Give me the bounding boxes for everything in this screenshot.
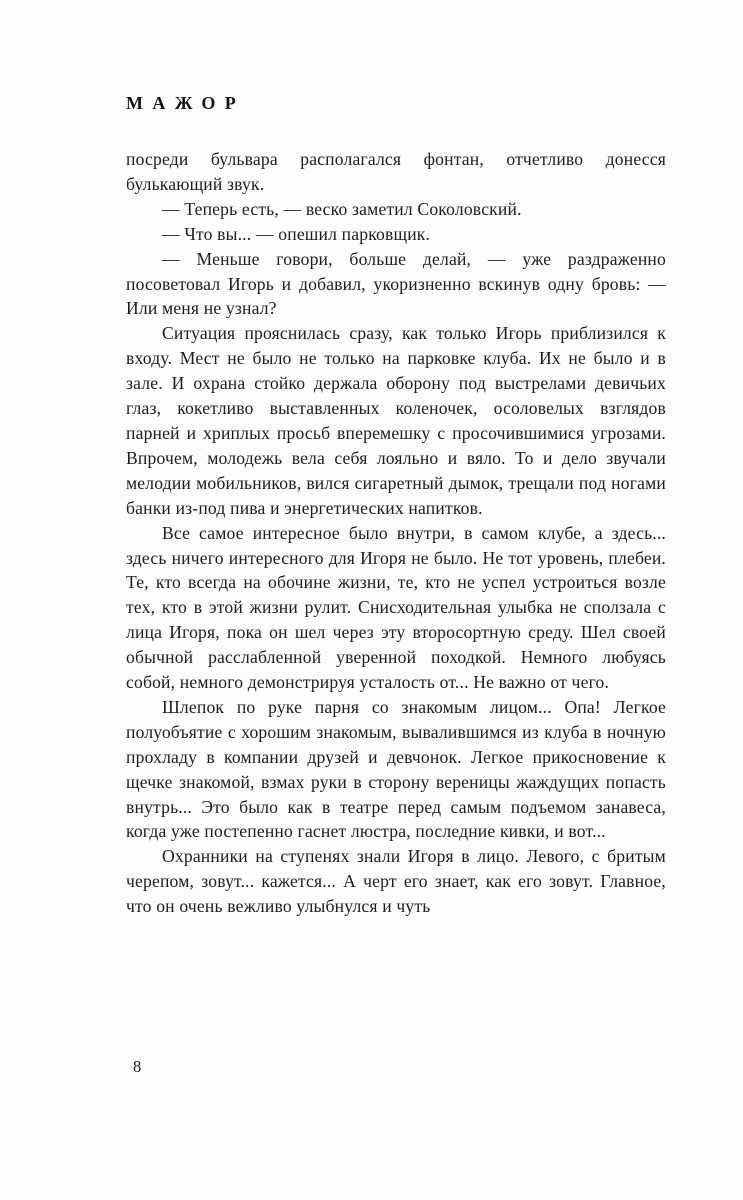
paragraph-dialogue: — Меньше говори, больше делай, — уже раздраженно посоветовал Игорь и добавил, укоризненно вскинув одну бровь: — Или меня не узнал? [126, 248, 666, 319]
running-header-title: МАЖОР [126, 93, 246, 113]
paragraph-dialogue: — Что вы... — опешил парковщик. [162, 223, 431, 244]
paragraph-continuation: посреди бульвара располагался фонтан, отчетливо донесся булькающий звук. [126, 149, 666, 194]
paragraph: Охранники на ступенях знали Игоря в лицо. Левого, с бритым черепом, зовут... кажется... А черт его знает, как его зовут. Главное, что он очень вежливо улыбнулся и чуть [126, 846, 666, 917]
paragraph-dialogue: — Теперь есть, — веско заметил Соколовский. [162, 198, 522, 219]
page-number: 8 [133, 1057, 142, 1076]
paragraph: Ситуация прояснилась сразу, как только Игорь приблизился к входу. Мест не было не только на парковке клуба. Их не было и в зале. И охрана стойко держала оборону под выстрелами девичьих глаз, кокетливо выставленных коленочек, осоловелых взглядов парней и хриплых просьб вперемешку с просочившимися угрозами. Впрочем, молодежь вела себя лояльно и вяло. То и дело звучали мелодии мобильников, вился сигаретный дымок, трещали под ногами банки из-под пива и энергетических напитков. [126, 323, 666, 518]
page-text-block [126, 147, 666, 919]
paragraph: Все самое интересное было внутри, в самом клубе, а здесь... здесь ничего интересного для Игоря не было. Не тот уровень, плебеи. Те, кто всегда на обочине жизни, те, кто не успел устроиться возле тех, кто в этой жизни рулит. Снисходительная улыбка не сползала с лица Игоря, пока он шел через эту второсортную среду. Шел своей обычной расслабленной уверенной походкой. Немного любуясь собой, немного демонстрируя усталость от... Не важно от чего. [126, 522, 666, 693]
paragraph: Шлепок по руке парня со знакомым лицом... Опа! Легкое полуобъятие с хорошим знакомым, вывалившимся из клуба в ночную прохладу в компании друзей и девчонок. Легкое прикосновение к щечке знакомой, взмах руки в сторону вереницы жаждущих попасть внутрь... Это было как в театре перед самым подъемом занавеса, когда уже постепенно гаснет люстра, последние кивки, и вот... [126, 696, 666, 842]
